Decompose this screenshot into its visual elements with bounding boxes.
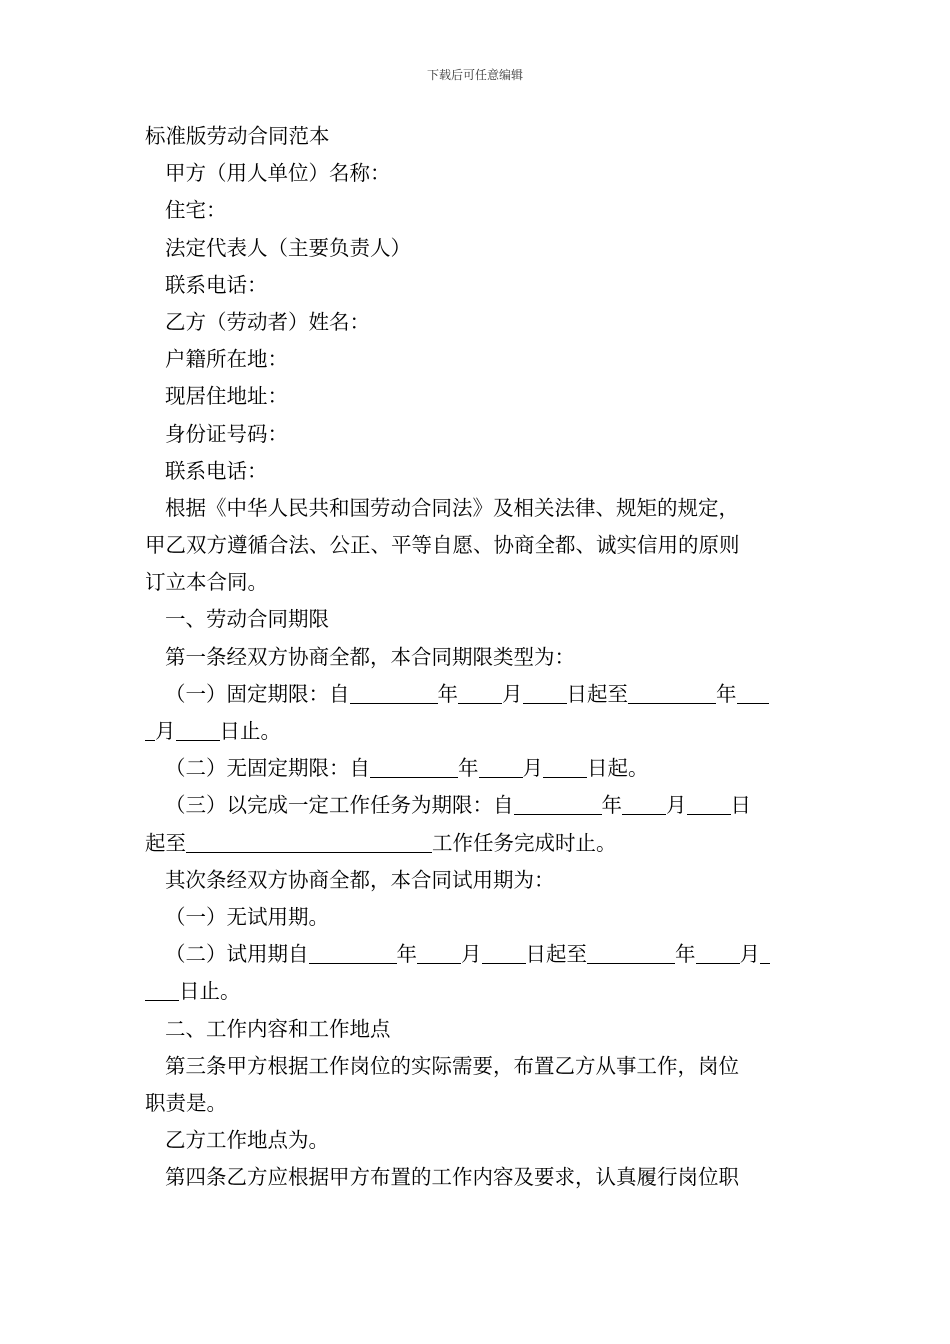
fill-blank — [523, 682, 567, 704]
month-label: 月 — [739, 942, 760, 967]
open-term-line — [145, 750, 810, 787]
fill-blank — [309, 943, 397, 965]
document-title: 标准版劳动合同范本 — [145, 124, 330, 148]
fill-blank — [176, 720, 220, 742]
probation-none-line: （一）无试用期。 — [165, 904, 329, 929]
document-body — [145, 118, 810, 1196]
fill-blank — [482, 943, 526, 965]
page-header: 下载后可任意编辑 — [426, 68, 523, 82]
task-term-line-2 — [145, 825, 810, 862]
party-b-phone-label: 联系电话： — [165, 458, 268, 483]
fill-blank — [628, 682, 716, 704]
workplace-line: 乙方工作地点为。 — [165, 1128, 329, 1153]
fixed-term-line-2 — [145, 713, 810, 750]
probation-prefix: （二）试用期自 — [165, 942, 309, 967]
fill-blank — [350, 682, 438, 704]
section-1-heading: 一、劳动合同期限 — [165, 607, 329, 632]
fill-blank — [370, 757, 458, 779]
day-label: 日 — [730, 793, 751, 818]
party-b-residence-label: 现居住地址： — [165, 384, 288, 409]
article-2-text: 其次条经双方协商全都，本合同试用期为： — [165, 867, 555, 892]
party-a-address-label: 住宅： — [165, 198, 227, 223]
task-suffix: 工作任务完成时止。 — [432, 830, 617, 855]
party-b-hukou-label: 户籍所在地： — [165, 347, 288, 372]
probation-line-2 — [145, 973, 810, 1010]
task-term-prefix: （三）以完成一定工作任务为期限：自 — [165, 793, 514, 818]
day-from-label: 日起至 — [525, 942, 587, 967]
task-to-label: 起至 — [145, 830, 186, 855]
party-b-id-label: 身份证号码： — [165, 421, 288, 446]
year-label: 年 — [458, 756, 479, 781]
month-label: 月 — [461, 942, 482, 967]
day-from-label: 日起。 — [587, 756, 649, 781]
month-label: 月 — [666, 793, 687, 818]
fill-blank — [145, 980, 179, 1002]
section-2-heading: 二、工作内容和工作地点 — [165, 1016, 391, 1041]
article-3-line-1: 第三条甲方根据工作岗位的实际需要，布置乙方从事工作，岗位 — [165, 1053, 739, 1078]
intro-paragraph-line-2: 甲乙双方遵循合法、公正、平等自愿、协商全都、诚实信用的原则 — [145, 533, 740, 558]
year-label: 年 — [716, 681, 737, 706]
task-term-line — [145, 787, 810, 824]
fixed-term-line — [145, 676, 810, 713]
party-a-representative-label: 法定代表人（主要负责人） — [165, 235, 411, 260]
fill-blank — [186, 831, 432, 853]
fill-blank — [687, 794, 731, 816]
party-a-phone-label: 联系电话： — [165, 272, 268, 297]
article-4-line-1: 第四条乙方应根据甲方布置的工作内容及要求，认真履行岗位职 — [165, 1165, 739, 1190]
intro-paragraph-line-3: 订立本合同。 — [145, 570, 268, 595]
fill-blank — [145, 720, 155, 742]
party-b-name-label: 乙方（劳动者）姓名： — [165, 309, 370, 334]
fill-blank — [696, 943, 740, 965]
party-a-name-label: 甲方（用人单位）名称： — [165, 161, 391, 186]
intro-paragraph-line-1: 根据《中华人民共和国劳动合同法》及相关法律、规矩的规定， — [165, 495, 739, 520]
year-label: 年 — [396, 942, 417, 967]
day-to-label: 日止。 — [219, 719, 281, 743]
fill-blank — [587, 943, 675, 965]
open-term-prefix: （二）无固定期限：自 — [165, 756, 370, 781]
year-label: 年 — [437, 681, 458, 706]
fill-blank — [514, 794, 602, 816]
day-to-label: 日止。 — [179, 979, 241, 1004]
year-label: 年 — [675, 942, 696, 967]
fill-blank — [737, 682, 769, 704]
fill-blank — [479, 757, 523, 779]
month-label: 月 — [155, 719, 176, 743]
fill-blank — [417, 943, 461, 965]
month-label: 月 — [522, 756, 543, 781]
fixed-term-prefix: （一）固定期限：自 — [165, 681, 350, 706]
fill-blank — [622, 794, 666, 816]
fill-blank — [760, 943, 770, 965]
article-3-line-2: 职责是。 — [145, 1090, 227, 1115]
fill-blank — [543, 757, 587, 779]
fill-blank — [458, 682, 502, 704]
day-from-label: 日起至 — [566, 681, 628, 706]
month-label: 月 — [502, 681, 523, 706]
year-label: 年 — [601, 793, 622, 818]
probation-line — [145, 936, 810, 973]
article-1-text: 第一条经双方协商全都，本合同期限类型为： — [165, 644, 575, 669]
